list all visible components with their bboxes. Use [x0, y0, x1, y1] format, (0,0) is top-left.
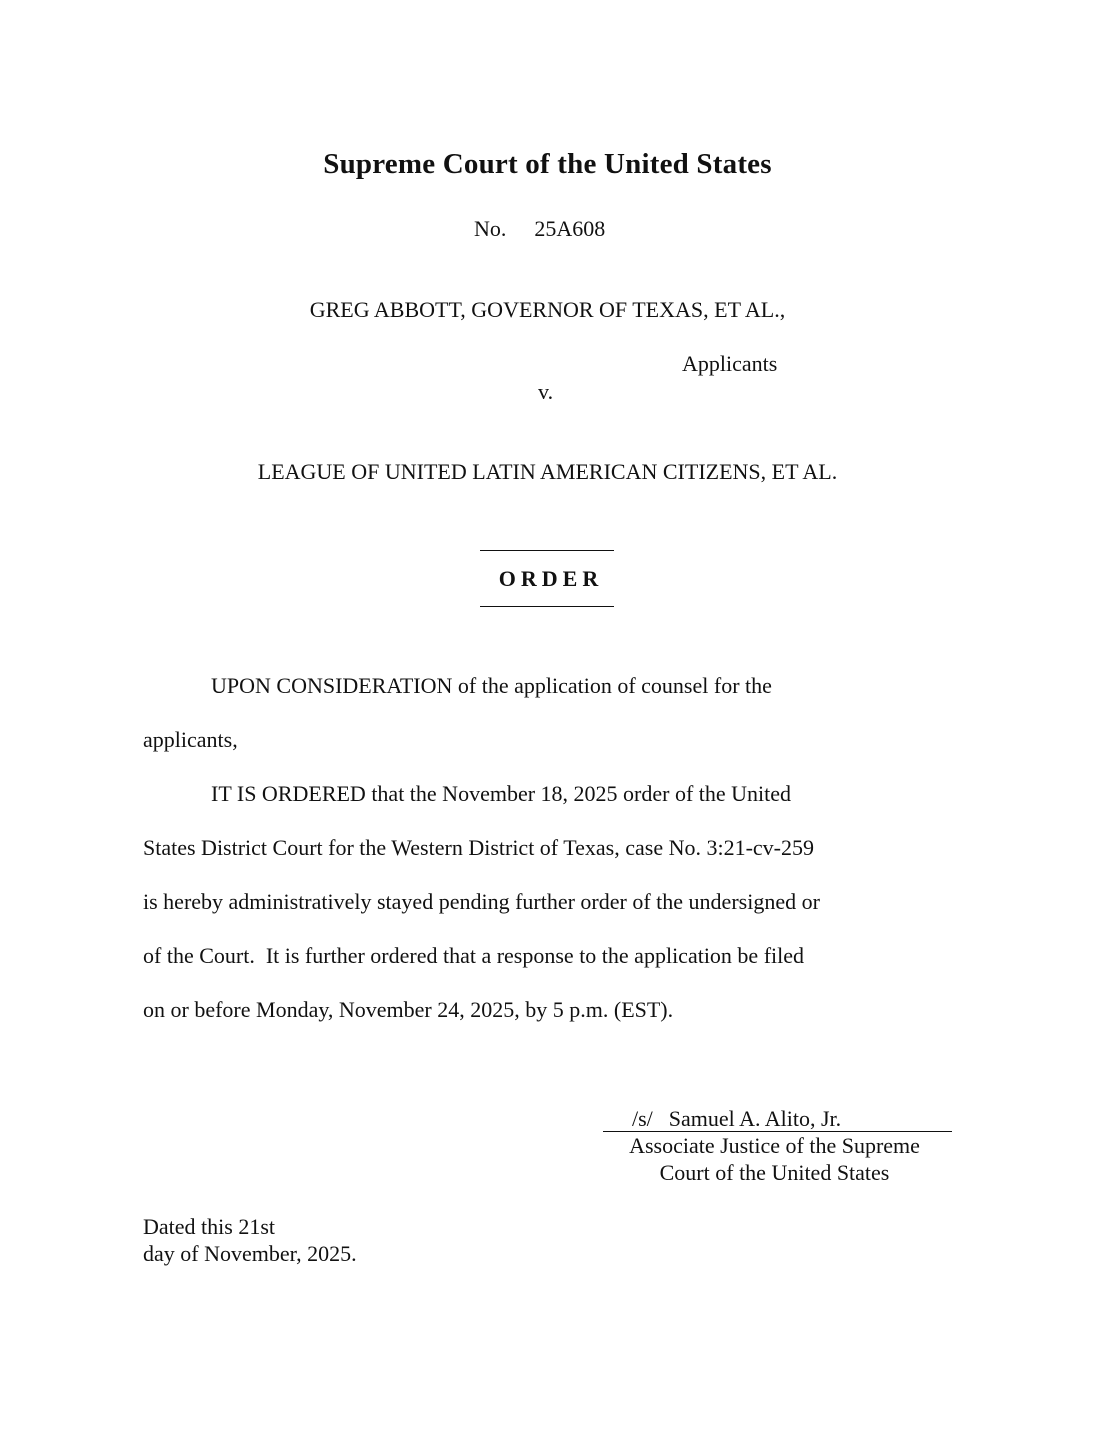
- docket-value: 25A608: [534, 216, 606, 241]
- docket-label: No.: [474, 216, 507, 241]
- order-line-7: on or before Monday, November 24, 2025, by 5 p.m. (EST).: [143, 997, 674, 1022]
- order-heading: ORDER: [498, 566, 604, 591]
- respondents-party: LEAGUE OF UNITED LATIN AMERICAN CITIZENS, ET AL.: [257, 459, 838, 484]
- signature-slash: /s/: [632, 1106, 653, 1131]
- applicants-label: Applicants: [682, 351, 778, 376]
- court-title: Supreme Court of the United States: [323, 148, 772, 180]
- versus-label: v.: [538, 379, 554, 404]
- applicants-party: GREG ABBOTT, GOVERNOR OF TEXAS, ET AL.,: [309, 297, 786, 322]
- signature-name: Samuel A. Alito, Jr.: [668, 1106, 842, 1131]
- order-line-2: applicants,: [143, 727, 238, 752]
- order-line-1: UPON CONSIDERATION of the application of counsel for the: [211, 673, 772, 698]
- signature-title-line-1: Associate Justice of the Supreme: [629, 1133, 920, 1158]
- order-line-4: States District Court for the Western District of Texas, case No. 3:21-cv-259: [143, 835, 814, 860]
- dated-line-1: Dated this 21st: [143, 1214, 275, 1239]
- dated-line-2: day of November, 2025.: [143, 1241, 357, 1266]
- order-line-3: IT IS ORDERED that the November 18, 2025 order of the United: [211, 781, 792, 806]
- signature-title-line-2: Court of the United States: [659, 1160, 890, 1185]
- order-rule-bottom: [480, 606, 614, 607]
- order-rule-top: [480, 550, 614, 551]
- signature-line: [603, 1106, 952, 1132]
- docket-number: [474, 216, 605, 242]
- order-line-6: of the Court. It is further ordered that a response to the application be filed: [143, 943, 805, 968]
- order-line-5: is hereby administratively stayed pending further order of the undersigned or: [143, 889, 820, 914]
